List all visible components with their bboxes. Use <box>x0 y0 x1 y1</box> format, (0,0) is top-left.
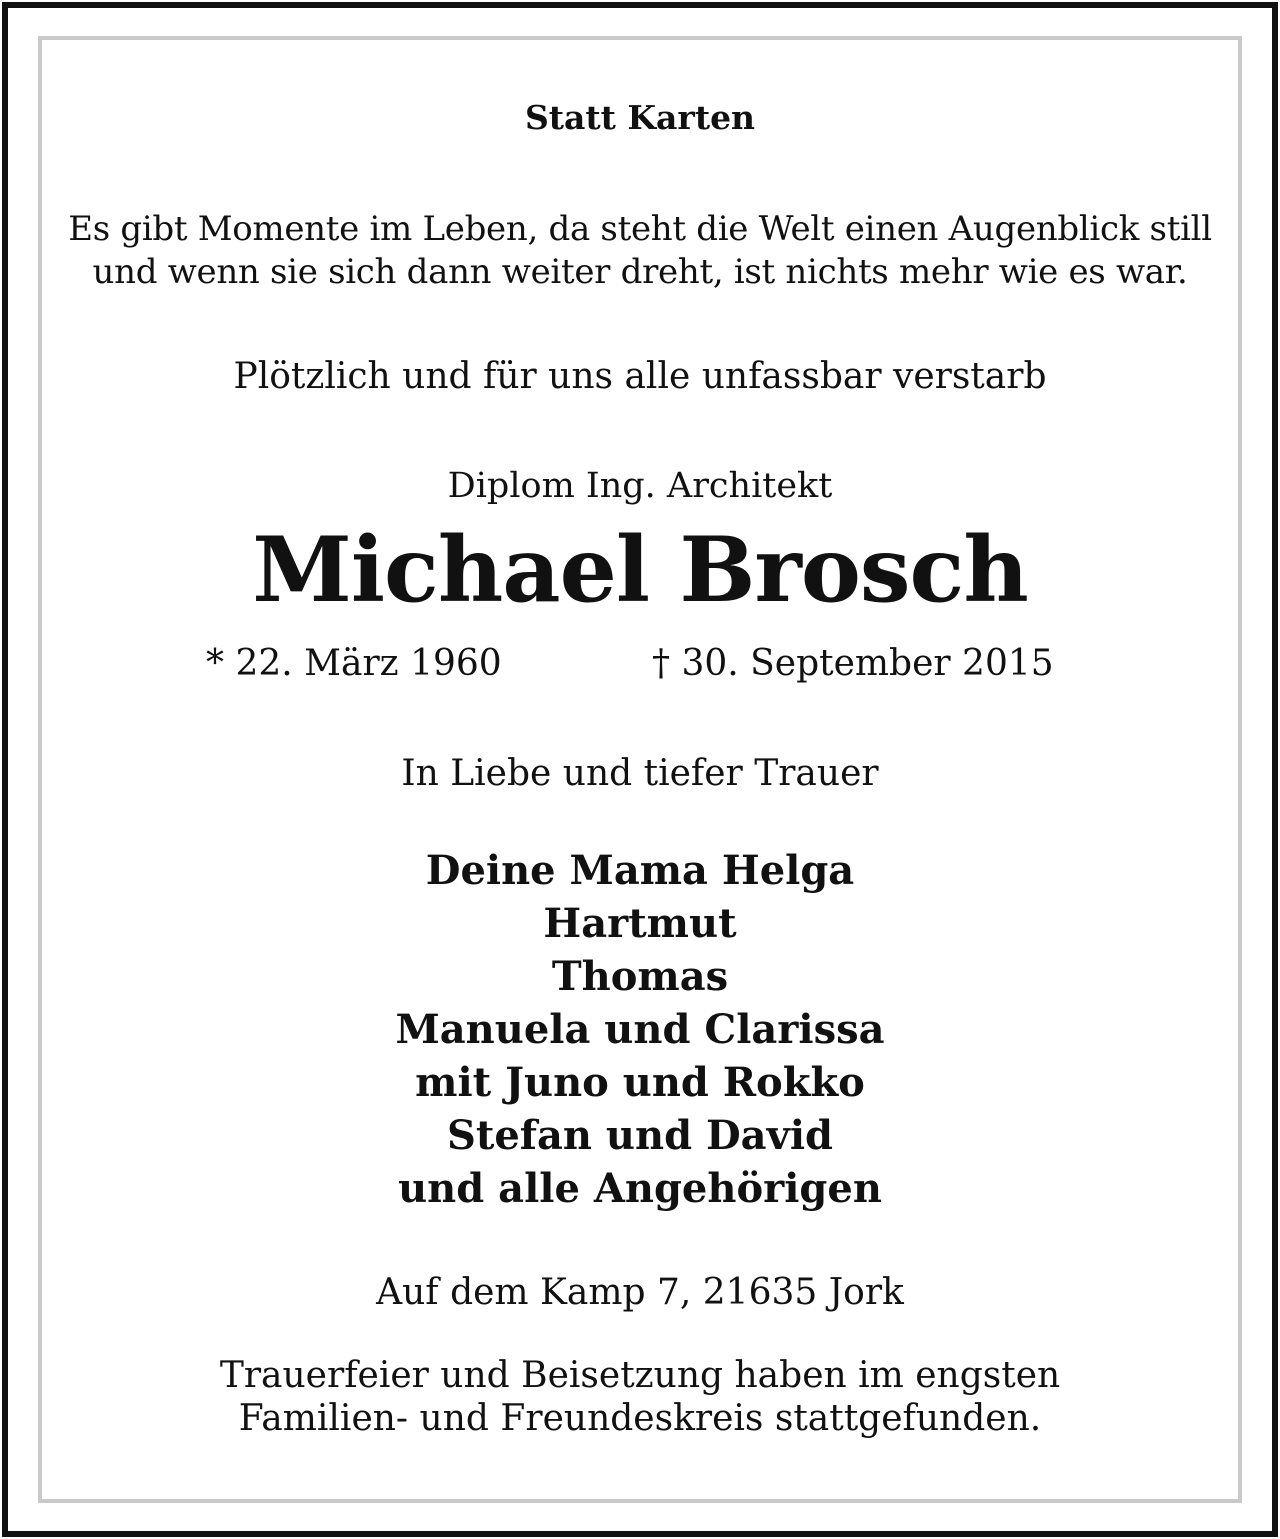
mourner-name: Stefan und David <box>446 1112 833 1159</box>
intro-text: Plötzlich und für uns alle unfassbar verstarb <box>233 356 1047 397</box>
mourner-name: Manuela und Clarissa <box>395 1006 885 1053</box>
quote-line-1: Es gibt Momente im Leben, da steht die Welt einen Augenblick still <box>68 209 1212 249</box>
mourner-name: Thomas <box>551 953 729 1000</box>
deceased-title: Diplom Ing. Architekt <box>447 466 833 506</box>
header-statt-karten: Statt Karten <box>524 98 756 137</box>
mourner-name: und alle Angehörigen <box>398 1165 882 1212</box>
mourners-list <box>0 844 1280 1215</box>
deceased-name: Michael Brosch <box>252 517 1028 623</box>
birth-date: * 22. März 1960 <box>206 643 502 684</box>
mourner-name: mit Juno und Rokko <box>415 1059 865 1106</box>
life-dates <box>0 643 1280 686</box>
mourner-name: Deine Mama Helga <box>425 847 855 894</box>
closing-line-1: Trauerfeier und Beisetzung haben im engsten <box>219 1355 1061 1396</box>
mourner-name: Hartmut <box>543 900 737 947</box>
death-date: † 30. September 2015 <box>652 643 1054 684</box>
mourning-line: In Liebe und tiefer Trauer <box>401 753 879 794</box>
quote-line-2: und wenn sie sich dann weiter dreht, ist nichts mehr wie es war. <box>92 252 1188 292</box>
address: Auf dem Kamp 7, 21635 Jork <box>376 1272 904 1313</box>
closing-line-2: Familien- und Freundeskreis stattgefunden. <box>238 1398 1042 1439</box>
